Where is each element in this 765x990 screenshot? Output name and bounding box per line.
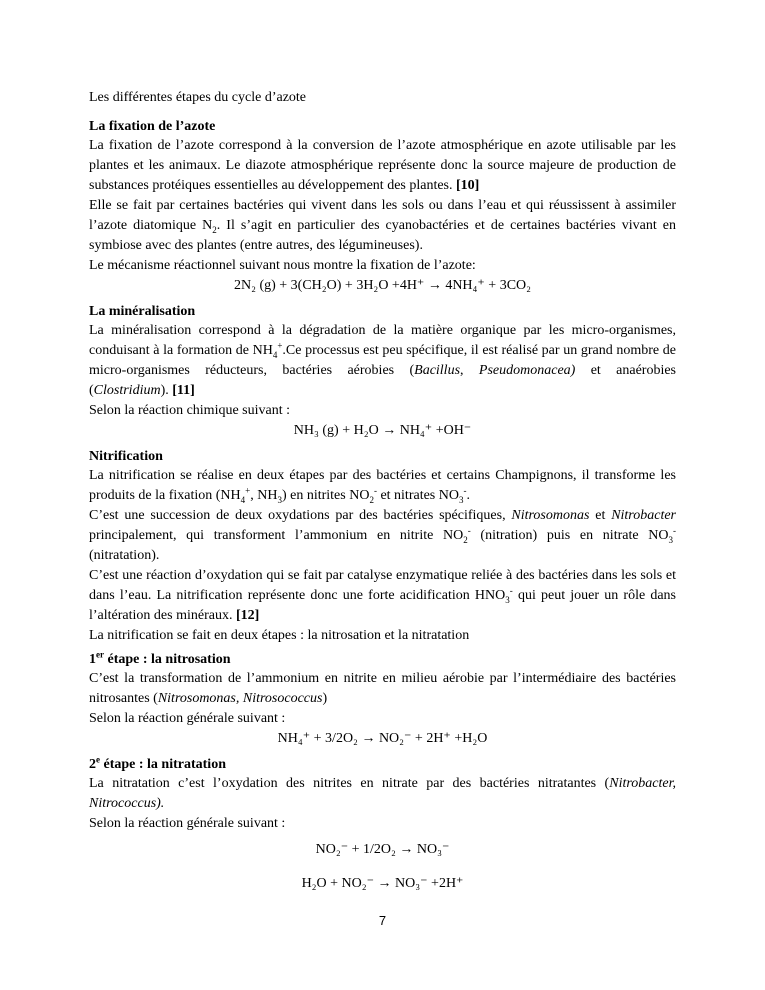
nitratation-equation-2: H₂O + NO₂⁻ → NO₃⁻ +2H⁺ (301, 876, 464, 891)
fixation-equation: 2N₂ (g) + 3(CH₂O) + 3H₂O +4H⁺ → 4NH₄⁺ + 3CO₂ (233, 278, 532, 293)
nitratation-equation-1: NO₂⁻ + 1/2O₂ → NO₃⁻ (315, 842, 450, 857)
nitrosation-equation: NH₄⁺ + 3/2O₂ → NO₂⁻ + 2H⁺ +H₂O (277, 731, 488, 746)
fixation-paragraph-2: Elle se fait par certaines bactéries qui vivent dans les sols ou dans l’eau et qui réussissent à assimiler l’azote diatomique $N_2$. Il s’agit en particulier des cyanobactéries et de certaines bactéries vivant en symbiose avec des plantes (entre autres, des légumineuses). (89, 198, 676, 253)
heading-step-2: 2e étape : la nitratation (89, 754, 226, 772)
reference-10: [10] (456, 178, 480, 193)
reference-12: [12] (235, 608, 260, 623)
nitratation-paragraph-2: Selon la réaction générale suivant : (89, 816, 286, 831)
heading-nitrification: Nitrification (89, 449, 163, 464)
nitratation-paragraph-1: La nitratation c’est l’oxydation des nitrites en nitrate par des bactéries nitratantes (Nitrobacter, Nitrococcus). (89, 776, 676, 811)
heading-mineralisation: La minéralisation (89, 304, 196, 319)
nitrification-paragraph-4: La nitrification se fait en deux étapes : la nitrosation et la nitratation (89, 628, 470, 643)
nitrosation-paragraph-2: Selon la réaction générale suivant : (89, 711, 286, 726)
page-title: Les différentes étapes du cycle d’azote (89, 90, 307, 105)
heading-step-1: 1er étape : la nitrosation (89, 649, 231, 667)
nitrosation-paragraph-1: C’est la transformation de l’ammonium en nitrite en milieu aérobie par l’intermédiaire des bactéries nitrosantes (Nitrosomonas, Nitrosococcus) (89, 671, 676, 706)
heading-fixation: La fixation de l’azote (89, 119, 216, 134)
mineralisation-paragraph-1: La minéralisation correspond à la dégradation de la matière organique par les micro-organismes, conduisant à la formation de $NH_4^+.Ce$ processus est peu spécifique, il est réalisé par un grand nombre de micro-organismes réducteurs, bactéries aérobies (Bacillus, Pseudomonacea) et anaérobies (Clostridium). [11] (89, 323, 677, 398)
page-number: 7 (378, 913, 387, 928)
page-content (89, 88, 676, 894)
nitrification-paragraph-2: C’est une succession de deux oxydations par des bactéries spécifiques, Nitrosomonas et Nitrobacter principalement, qui transforment l’ammonium en nitrite $NO_2^-$ (nitration) puis en nitrate $NO_3^-$ (nitratation). (89, 508, 676, 563)
nitrification-paragraph-1: La nitrification se réalise en deux étapes par des bactéries et certains Champignons, il transforme les produits de la fixation ($NH_4^+$, $NH_3$) en nitrites $NO_2^-$ et nitrates $NO_3^-$. (89, 468, 676, 505)
mineralisation-equation: NH₃ (g) + H₂O → NH₄⁺ +OH⁻ (293, 423, 472, 438)
fixation-paragraph-1: La fixation de l’azote correspond à la conversion de l’azote atmosphérique en azote utilisable par les plantes et les animaux. Le diazote atmosphérique représente donc la source majeure de production de substances protéiques essentielles au développement des plantes. [10] (89, 138, 676, 193)
reference-11: [11] (172, 383, 195, 398)
fixation-paragraph-3: Le mécanisme réactionnel suivant nous montre la fixation de l’azote: (89, 258, 476, 273)
mineralisation-paragraph-2: Selon la réaction chimique suivant : (89, 403, 291, 418)
nitrification-paragraph-3: C’est une réaction d’oxydation qui se fait par catalyse enzymatique reliée à des bactéries dans les sols et dans l’eau. La nitrification représente donc une forte acidification $HNO_3^-$ qui peut jouer un rôle dans l’altération des minéraux. [12] (89, 568, 677, 623)
